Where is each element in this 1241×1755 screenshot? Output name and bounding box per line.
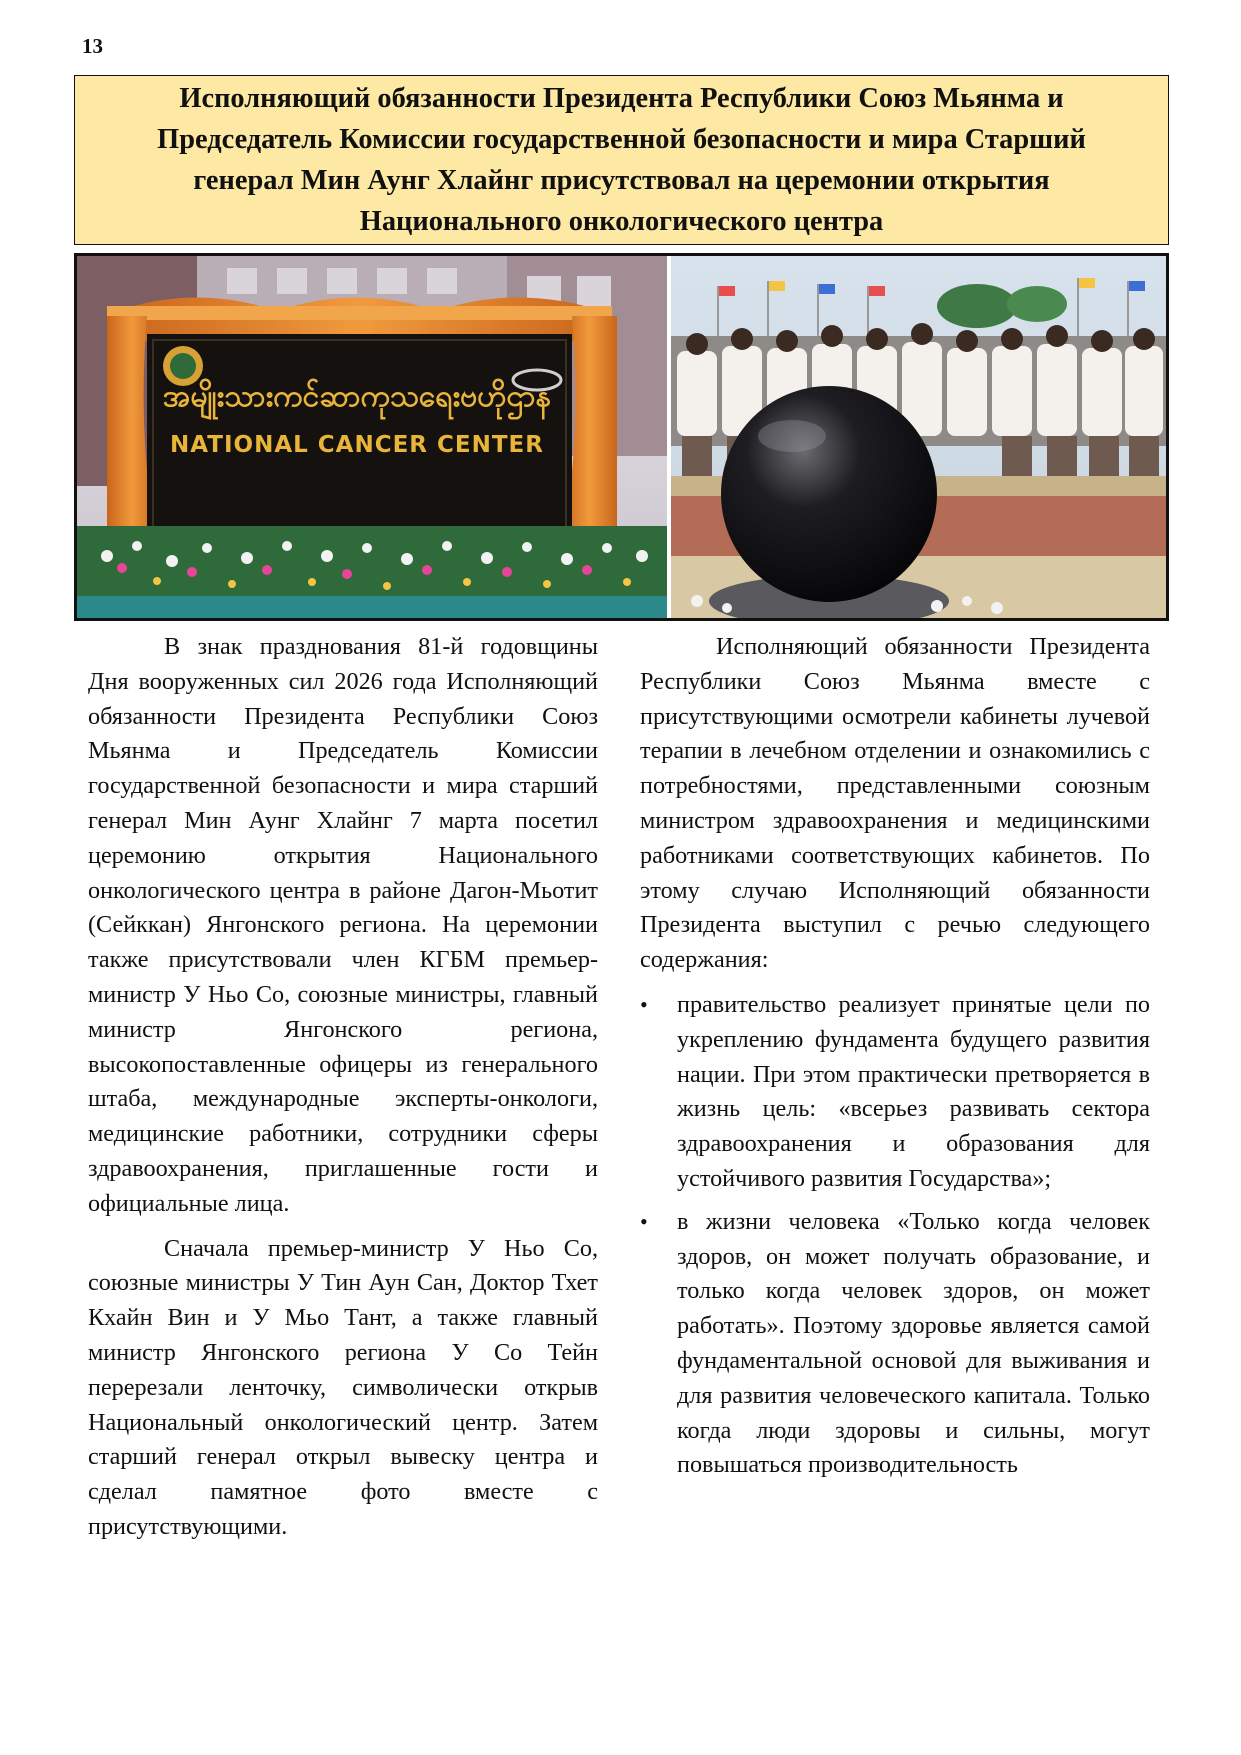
article-title: Исполняющий обязанности Президента Республики Союз Мьянма и Председатель Комиссии государственной безопасности и мира Старший генерал Мин Аунг Хлайнг присутствовал на церемонии открытия Национального онкологического центра <box>157 83 1086 237</box>
article-title-box <box>74 75 1169 245</box>
bullet-text: правительство реализует принятые цели по укреплению фундамента будущего развития нации. При этом практически претворяется в жизнь цель: «всерьез развивать сектора здравоохранения и образования для устойчивого развития Государства»; <box>677 990 1150 1192</box>
bullet-icon: • <box>640 991 648 1017</box>
bullet-text: в жизни человека «Только когда человек здоров, он может получать образование, и только когда человек здоров, он может работать». Поэтому здоровье является самой фундаментальной основой для выживания и для развития человеческого капитала. Только когда люди здоровы и сильны, могут повышаться производительность <box>677 1207 1150 1479</box>
photo-ceremony-guests <box>671 256 1166 618</box>
list-item <box>640 1205 1150 1483</box>
sign-myanmar-text: အမျိုးသားကင်ဆာကုသရေးဗဟိုဌာန <box>162 379 552 414</box>
photo-collage <box>74 253 1169 621</box>
right-intro-paragraph: Исполняющий обязанности Президента Республики Союз Мьянма вместе с присутствующими осмотрели кабинеты лучевой терапии в лечебном отделении и ознакомились с потребностями, представленными союзным министром здравоохранения и медицинскими работниками соответствующих кабинетов. По этому случаю Исполняющий обязанности Президента выступил с речью следующего содержания: <box>640 633 1150 974</box>
right-column <box>640 630 1150 1491</box>
left-paragraph-2: Сначала премьер-министр У Ньо Со, союзные министры У Тин Аун Сан, Доктор Тхет Кхайн Вин и У Мьо Тант, а также главный министр Янгонского региона У Со Тейн перерезали ленточку, символически открыв Национальный онкологический центр. Затем старший генерал открыл вывеску центра и сделал памятное фото вместе с присутствующими. <box>88 1234 598 1540</box>
page-number: 13 <box>82 34 103 58</box>
speech-bullet-list <box>640 988 1150 1483</box>
list-item <box>640 988 1150 1197</box>
bullet-icon: • <box>640 1208 648 1234</box>
photo-cancer-center-sign <box>77 256 667 618</box>
sign-english-text: NATIONAL CANCER CENTER <box>170 432 544 458</box>
left-paragraph-1: В знак празднования 81-й годовщины Дня вооруженных сил 2026 года Исполняющий обязанности Президента Республики Союз Мьянма и Председатель Комиссии государственной безопасности и мира старший генерал Мин Аунг Хлайнг 7 марта посетил церемонию открытия Национального онкологического центра в районе Дагон-Мьотит (Сейккан) Янгонского региона. На церемонии также присутствовали член КГБМ премьер-министр У Ньо Со, союзные министры, главный министр Янгонского региона, высокопоставленные офицеры из генерального штаба, международные эксперты-онкологи, медицинские работники, сотрудники сферы здравоохранения, приглашенные гости и официальные лица. <box>88 633 598 1217</box>
left-column <box>88 630 598 1555</box>
